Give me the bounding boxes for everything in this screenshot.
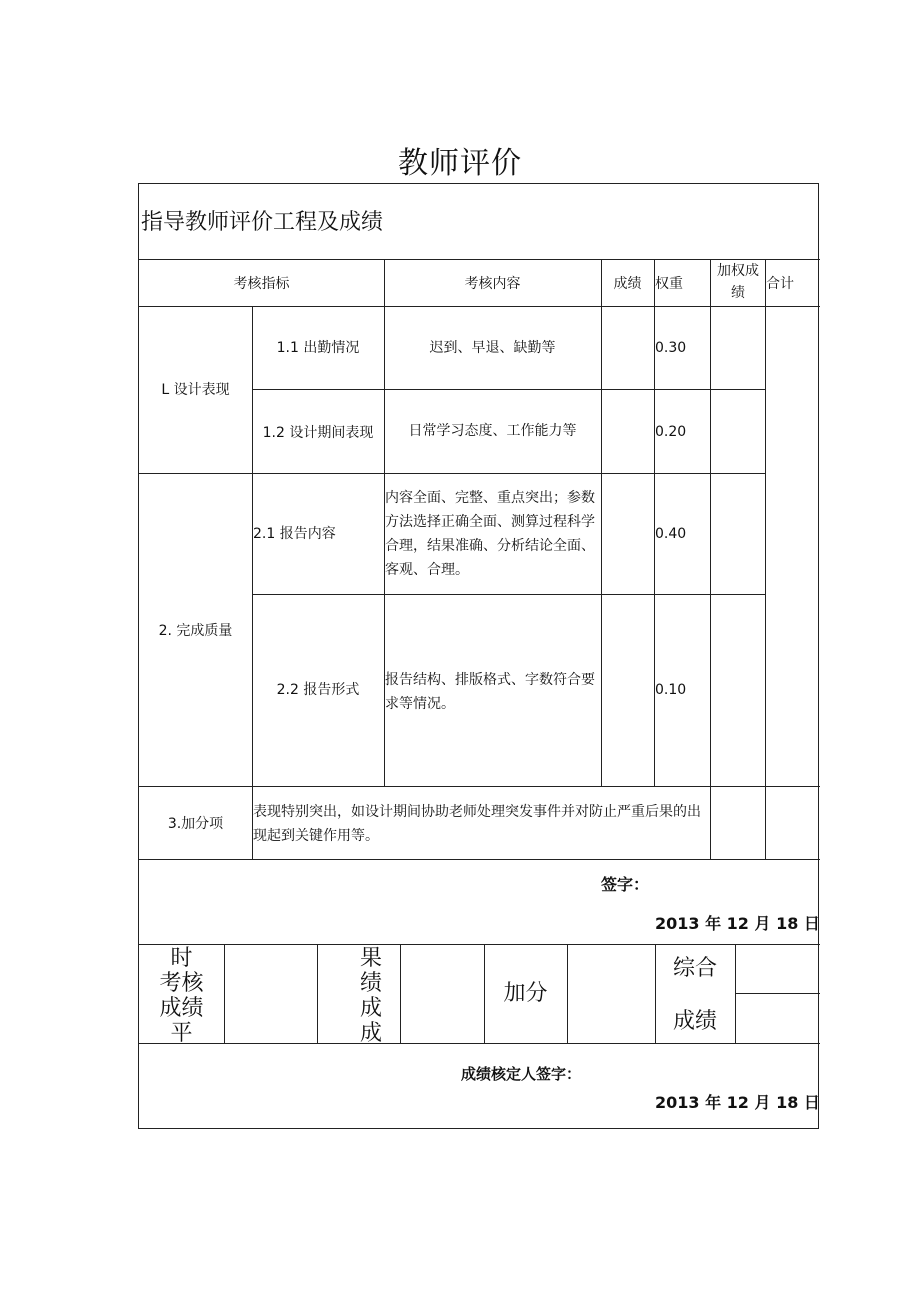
row-divider [252,389,766,390]
assessment-score-line: 成绩 [159,996,204,1021]
overall-score-label-2: 成绩 [672,1009,717,1034]
header-weighted-score: 加权成绩 [717,263,759,301]
col-divider [400,944,401,1043]
row-divider [735,993,820,994]
item-design-period-weight: 0.20 [655,424,687,440]
evaluation-table [138,183,819,1129]
signature-date: 2013 年 12 月 18 日 [655,914,820,933]
row-divider [139,473,766,474]
result-score-label [360,946,382,1046]
row-divider [139,306,820,307]
group-completion-quality: 2. 完成质量 [158,623,233,639]
verifier-signature-label: 成绩核定人签字： [461,1065,582,1083]
assessment-score-label [139,946,224,1046]
bonus-content: 表现特别突出，如设计期间协助老师处理突发事件并对防止严重后果的出现起到关键作用等。 [253,804,701,844]
bonus-item: 3.加分项 [167,816,224,832]
signature-label: 签字： [601,875,650,894]
result-score-line: 果 [360,946,383,971]
overall-score-label-1: 综合 [672,956,717,981]
header-content: 考核内容 [464,276,521,292]
item-report-format-weight: 0.10 [655,682,687,698]
header-indicator: 考核指标 [233,276,290,292]
col-divider [765,259,766,859]
col-divider [317,944,318,1043]
item-report-content-text: 内容全面、完整、重点突出；参数方法选择正确全面、测算过程科学合理，结果准确、分析结论全面、客观、合理。 [385,490,595,578]
item-design-period-content: 日常学习态度、工作能力等 [408,423,577,439]
item-attendance-weight: 0.30 [655,340,687,356]
col-divider [735,944,736,1043]
verifier-signature-date: 2013 年 12 月 18 日 [655,1093,820,1112]
col-divider [601,259,602,786]
item-report-format: 2.2 报告形式 [276,682,360,698]
item-attendance: 1.1 出勤情况 [276,340,360,356]
item-report-content: 2.1 报告内容 [253,526,336,542]
assessment-score-line: 考核 [159,971,204,996]
row-divider [139,786,820,787]
section-title: 指导教师评价工程及成绩 [141,210,384,235]
col-divider [252,306,253,859]
item-design-period-performance: 1.2 设计期间表现 [262,425,374,441]
group-design-performance: L 设计表现 [161,382,230,398]
col-divider [224,944,225,1043]
bonus-label: 加分 [503,981,548,1006]
row-divider [139,859,820,860]
row-divider [139,1043,820,1044]
row-divider [252,594,766,595]
item-report-format-text: 报告结构、排版格式、字数符合要求等情况。 [385,672,595,712]
col-divider [710,259,711,859]
assessment-score-line: 平 [170,1021,193,1046]
result-score-line: 绩 [360,971,383,996]
item-report-content-weight: 0.40 [655,526,687,542]
assessment-score-line: 时 [170,946,193,971]
result-score-line: 成 [360,1021,383,1046]
header-total: 合计 [766,276,794,292]
col-divider [567,944,568,1043]
row-divider [139,944,820,945]
header-weight: 权重 [655,276,683,292]
item-attendance-content: 迟到、早退、缺勤等 [429,340,556,356]
header-score: 成绩 [613,276,642,292]
result-score-line: 成 [360,996,383,1021]
page-title: 教师评价 [398,146,522,181]
